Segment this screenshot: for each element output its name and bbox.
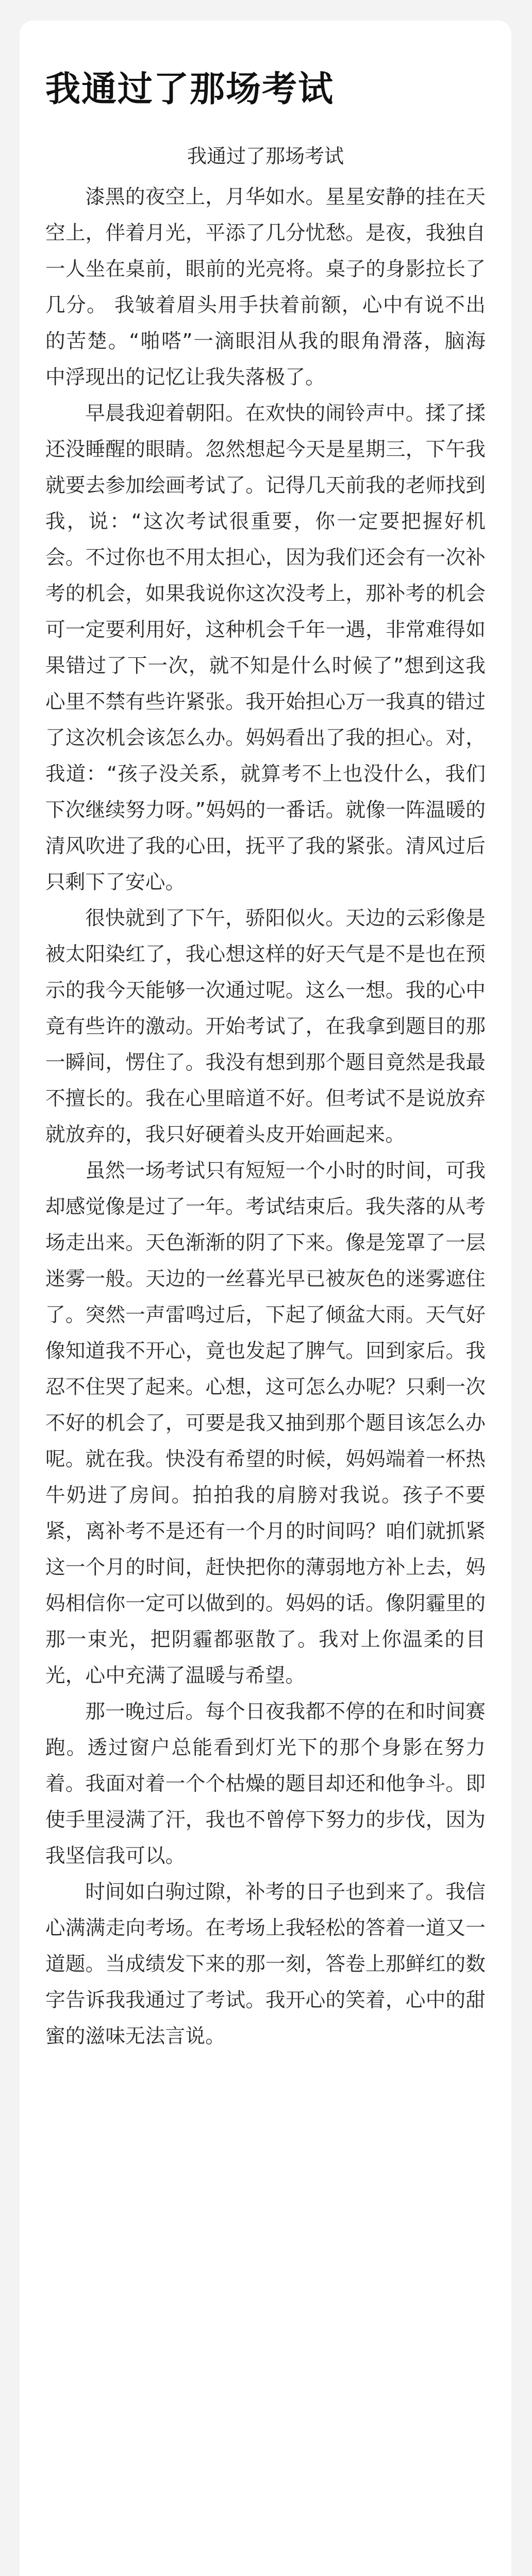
- note-paragraph: 那一晚过后。每个日夜我都不停的在和时间赛跑。透过窗户总能看到灯光下的那个身影在努力着。我面对着一个个枯燥的题目却还和他争斗。即使手里浸满了汗，我也不曾停下努力的步伐，因为我坚信我可以。: [45, 1700, 486, 1868]
- note-subtitle: 我通过了那场考试: [187, 145, 344, 167]
- note-card: [20, 21, 511, 2576]
- note-paragraph: 虽然一场考试只有短短一个小时的时间，可我却感觉像是过了一年。考试结束后。我失落的从考场走出来。天色渐渐的阴了下来。像是笼罩了一层迷雾一般。天边的一丝暮光早已被灰色的迷雾遮住了。突然一声雷鸣过后，下起了倾盆大雨。天气好像知道我不开心，竟也发起了脾气。回到家后。我忍不住哭了起来。心想，这可怎么办呢？只剩一次不好的机会了，可要是我又抽到那个题目该怎么办呢。就在我。快没有希望的时候，妈妈端着一杯热牛奶进了房间。拍拍我的肩膀对我说。孩子不要紧，离补考不是还有一个月的时间吗？咱们就抓紧这一个月的时间，赶快把你的薄弱地方补上去，妈妈相信你一定可以做到的。妈妈的话。像阴霾里的那一束光，把阴霾都驱散了。我对上你温柔的目光，心中充满了温暖与希望。: [45, 1159, 486, 1687]
- note-paragraph: 时间如白驹过隙，补考的日子也到来了。我信心满满走向考场。在考场上我轻松的答着一道又一道题。当成绩发下来的那一刻，答卷上那鲜红的数字告诉我我通过了考试。我开心的笑着，心中的甜蜜的滋味无法言说。: [45, 1880, 486, 2048]
- note-paragraph: 很快就到了下午，骄阳似火。天边的云彩像是被太阳染红了，我心想这样的好天气是不是也在预示的我今天能够一次通过呢。这么一想。我的心中竟有些许的激动。开始考试了，在我拿到题目的那一瞬间，愣住了。我没有想到那个题目竟然是我最不擅长的。我在心里暗道不好。但考试不是说放弃就放弃的，我只好硬着头皮开始画起来。: [45, 907, 486, 1146]
- note-heading: 我通过了那场考试: [45, 69, 335, 110]
- note-paragraph: 早晨我迎着朝阳。在欢快的闹铃声中。揉了揉还没睡醒的眼睛。忽然想起今天是星期三，下午我就要去参加绘画考试了。记得几天前我的老师找到我，说：“这次考试很重要，你一定要把握好机会。不过你也不用太担心，因为我们还会有一次补考的机会，如果我说你这次没考上，那补考的机会可一定要利用好，这种机会千年一遇，非常难得如果错过了下一次，就不知是什么时候了”想到这我心里不禁有些许紧张。我开始担心万一我真的错过了这次机会该怎么办。妈妈看出了我的担心。对，我道：“孩子没关系，就算考不上也没什么，我们下次继续努力呀。”妈妈的一番话。就像一阵温暖的清风吹进了我的心田，抚平了我的紧张。清风过后只剩下了安心。: [45, 402, 486, 894]
- note-paragraph: 漆黑的夜空上，月华如水。星星安静的挂在天空上，伴着月光，平添了几分忧愁。是夜，我独自一人坐在桌前，眼前的光亮将。桌子的身影拉长了几分。 我皱着眉头用手扶着前额，心中有说不出的苦楚。“啪嗒”一滴眼泪从我的眼角滑落，脑海中浮现出的记忆让我失落极了。: [45, 185, 486, 389]
- note-body: [45, 179, 486, 2055]
